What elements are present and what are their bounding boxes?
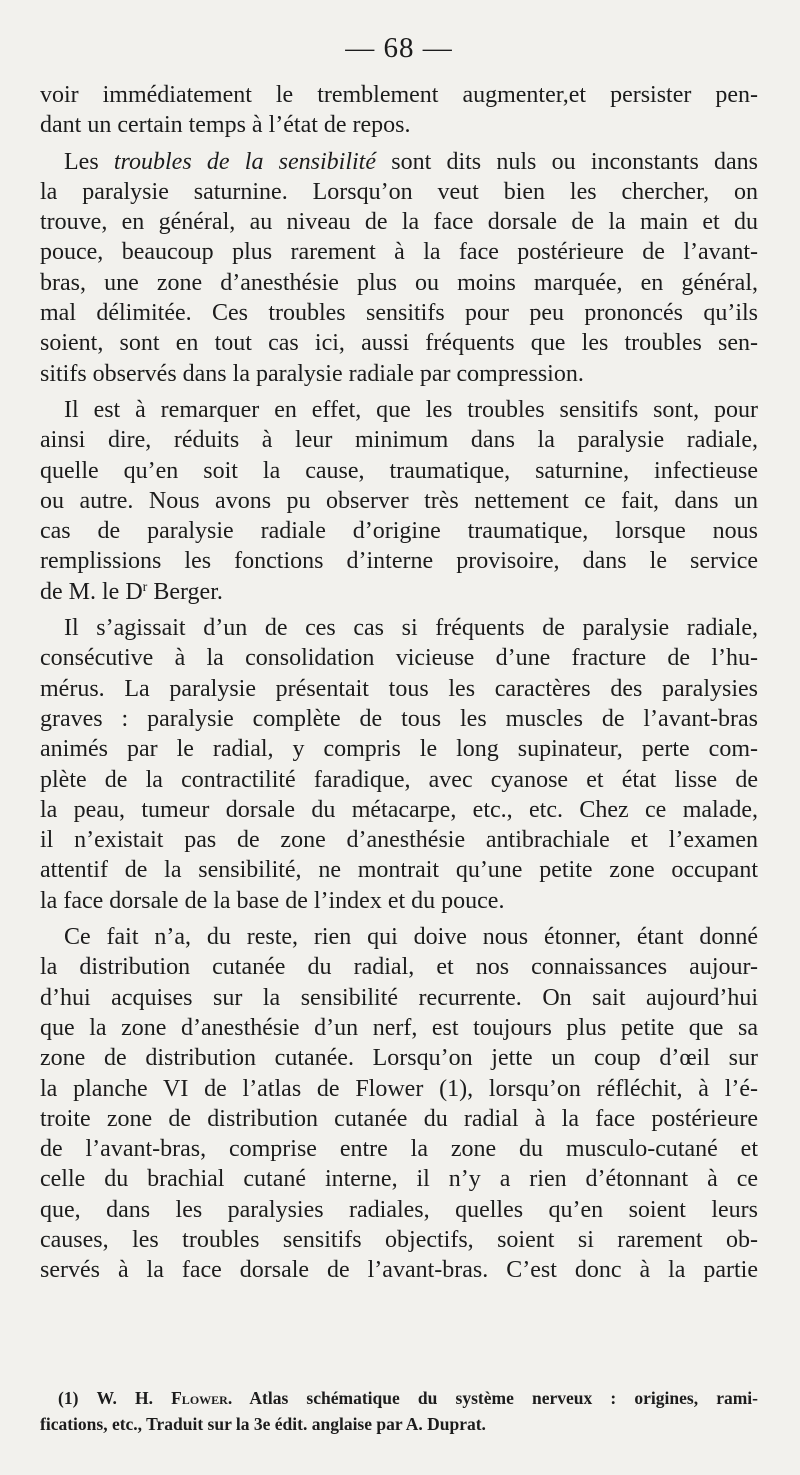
text-line: de l’avant-bras, comprise entre la zone du musculo-cutané et	[40, 1136, 758, 1163]
superscript: r	[142, 579, 148, 595]
text-line: il n’existait pas de zone d’anesthésie antibrachiale et l’examen	[40, 827, 758, 854]
text-line: que, dans les paralysies radiales, quelles qu’en soient leurs	[40, 1196, 758, 1223]
text-line: la distribution cutanée du radial, et nos connaissances aujour-	[40, 954, 758, 981]
text-run: Les	[64, 148, 114, 175]
paragraph-case-description	[40, 613, 758, 916]
text-line: plète de la contractilité faradique, avec cyanose et état lisse de	[40, 766, 758, 793]
footnote-marker: (1)	[58, 1388, 79, 1408]
text-line: Il s’agissait d’un de ces cas si fréquents de paralysie radiale,	[64, 615, 758, 642]
text-line: remplissions les fonctions d’interne provisoire, dans le service	[40, 548, 758, 575]
text-line: celle du brachial cutané interne, il n’y a rien d’étonnant à ce	[40, 1166, 758, 1193]
text-line: animés par le radial, y compris le long supinateur, perte com-	[40, 736, 758, 763]
text-line: Ce fait n’a, du reste, rien qui doive nous étonner, étant donné	[64, 924, 758, 951]
italic-term: troubles de la sensibilité	[113, 148, 376, 175]
text-line: dant un certain temps à l’état de repos.	[40, 112, 411, 139]
text-line: mérus. La paralysie présentait tous les caractères des paralysies	[40, 675, 758, 702]
text-line: bras, une zone d’anesthésie plus ou moins marquée, en général,	[40, 269, 758, 296]
text-line: la paralysie saturnine. Lorsqu’on veut bien les chercher, on	[40, 178, 758, 205]
text-line: sitifs observés dans la paralysie radiale par compression.	[40, 360, 584, 387]
text-line: la face dorsale de la base de l’index et du pouce.	[40, 887, 505, 914]
text-line: ou autre. Nous avons pu observer très nettement ce fait, dans un	[40, 487, 758, 514]
text-line: consécutive à la consolidation vicieuse d’une fracture de l’hu-	[40, 645, 758, 672]
footnote-author: W. H. Flower.	[96, 1388, 233, 1408]
text-line: que la zone d’anesthésie d’un nerf, est toujours plus petite que sa	[40, 1014, 758, 1041]
text-line: ainsi dire, réduits à leur minimum dans la paralysie radiale,	[40, 427, 758, 454]
text-line: troite zone de distribution cutanée du radial à la face postérieure	[40, 1105, 758, 1132]
text-line: cas de paralysie radiale d’origine traumatique, lorsque nous	[40, 518, 758, 545]
text-line: voir immédiatement le tremblement augmenter,et persister pen-	[40, 82, 758, 108]
text-run: sont dits nuls ou inconstants dans	[376, 148, 759, 175]
text-line: mal délimitée. Ces troubles sensitifs pour peu prononcés qu’ils	[40, 300, 758, 327]
footnote-line: fications, etc., Traduit sur la 3e édit. anglaise par A. Duprat.	[40, 1414, 486, 1434]
paragraph-sensibility-troubles	[40, 147, 758, 389]
footnote-line	[40, 1385, 758, 1411]
paragraph-radial-paralysis	[40, 395, 758, 607]
text-line: quelle qu’en soit la cause, traumatique, saturnine, infectieuse	[40, 457, 758, 484]
text-line: Il est à remarquer en effet, que les troubles sensitifs sont, pour	[64, 396, 758, 423]
page-number: — 68 —	[345, 32, 453, 64]
text-line: soient, sont en tout cas ici, aussi fréquents que les troubles sen-	[40, 330, 758, 357]
text-line: attentif de la sensibilité, ne montrait qu’une petite zone occupant	[40, 857, 758, 884]
text-line: la planche VI de l’atlas de Flower (1), lorsqu’on réfléchit, à l’é-	[40, 1075, 758, 1102]
text-line: zone de distribution cutanée. Lorsqu’on jette un coup d’œil sur	[40, 1045, 758, 1072]
footnote	[40, 1385, 758, 1437]
text-run: Berger.	[147, 578, 223, 605]
text-line: d’hui acquises sur la sensibilité recurrente. On sait aujourd’hui	[40, 984, 758, 1011]
text-line: trouve, en général, au niveau de la face dorsale de la main et du	[40, 209, 758, 236]
text-line	[40, 577, 758, 607]
text-line: causes, les troubles sensitifs objectifs, soient si rarement ob-	[40, 1226, 758, 1253]
text-run: de M. le D	[40, 578, 143, 605]
text-line: graves : paralysie complète de tous les muscles de l’avant-bras	[40, 705, 758, 732]
footnote-text: Atlas schématique du système nerveux : origines, rami-	[232, 1388, 759, 1408]
text-line: servés à la face dorsale de l’avant-bras. C’est donc à la partie	[40, 1257, 758, 1284]
paragraph-continuation	[40, 80, 758, 141]
text-line: pouce, beaucoup plus rarement à la face postérieure de l’avant-	[40, 239, 758, 266]
body-text	[40, 80, 758, 1286]
paragraph-explanation	[40, 922, 758, 1286]
text-line: la peau, tumeur dorsale du métacarpe, etc., etc. Chez ce malade,	[40, 796, 758, 823]
text-line	[40, 147, 758, 177]
